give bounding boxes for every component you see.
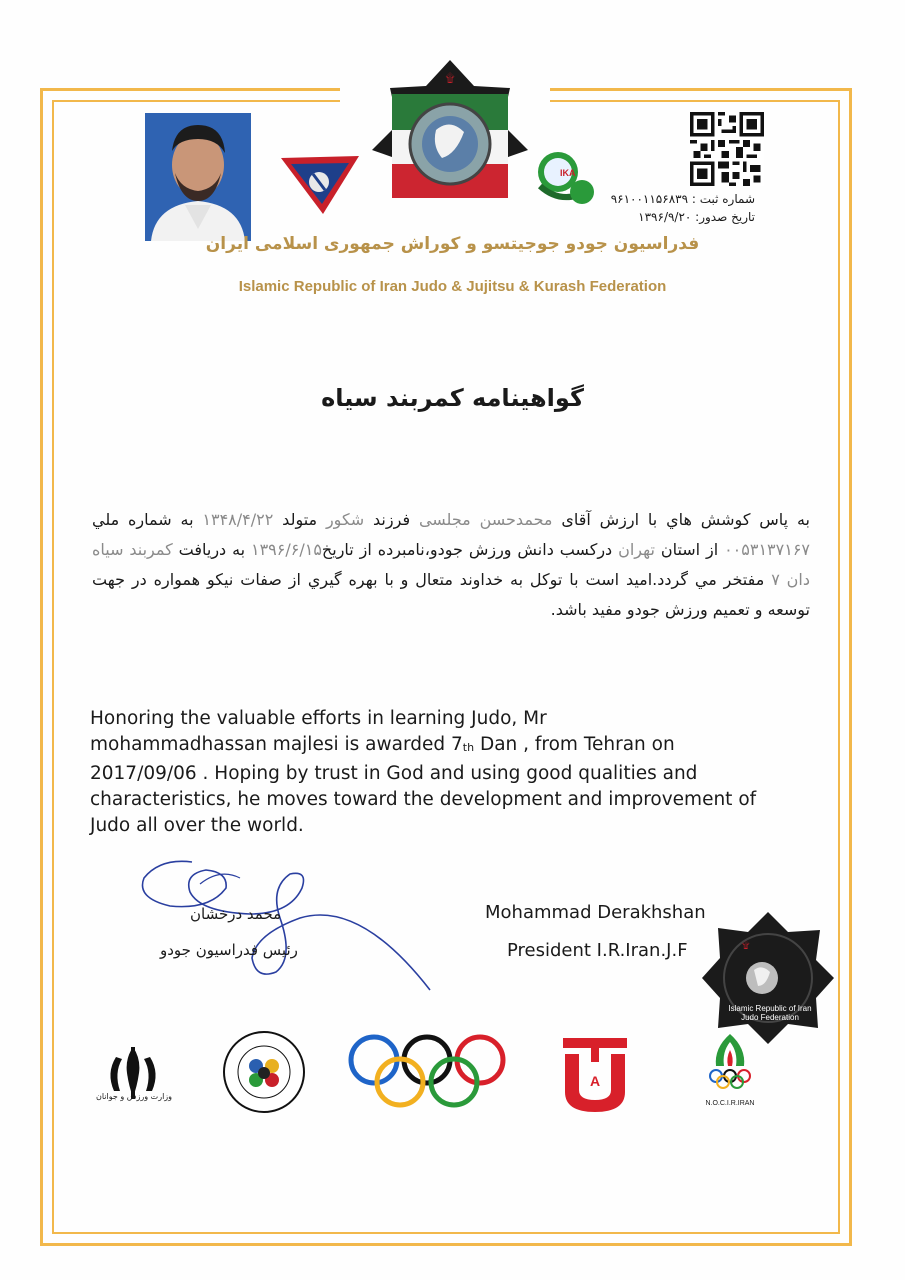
federation-name-en: Islamic Republic of Iran Judo & Jujitsu & Kurash Federation — [238, 278, 667, 295]
registration-number: شماره ثبت : ۹۶۱۰۰۱۱۵۶۸۳۹ — [610, 192, 755, 206]
ijf-logo — [222, 1030, 306, 1114]
noc-label: N.O.C.I.R.IRAN — [705, 1100, 755, 1107]
kurash-association-logo — [532, 146, 598, 208]
stamp-caption: Islamic Republic of Iran Judo Federation — [728, 1004, 812, 1022]
president-name-en: Mohammad Derakhshan — [485, 902, 706, 923]
holder-photo — [145, 113, 251, 241]
president-title-fa: رئیس فدراسیون جودو — [160, 941, 298, 959]
certificate-title: گواهینامه کمربند سیاه — [321, 384, 584, 412]
holder-name-fa: محمدحسن مجلسی — [418, 510, 553, 529]
qr-code — [690, 112, 764, 186]
ministry-label: وزارت ورزش و جوانان — [95, 1092, 173, 1101]
federation-name-fa: فدراسیون جودو جوجیتسو و کوراش جمهوری اسلامی ایران — [205, 234, 700, 254]
olympic-rings — [346, 1032, 508, 1110]
award-date-en: 2017/09/06 — [90, 763, 197, 784]
rank-fa: کمربند سیاه دان ۷ — [92, 540, 811, 589]
body-persian: به پاس کوشش هاي با ارزش آقای محمدحسن مجلسی فرزند شکور متولد ۱۳۴۸/۴/۲۲ به شماره ملي ۰۰۵۳۱۳۷۱۶۷ از استان تهران درکسب دانش ورزش جودو،نامبرده از تاریخ۱۳۹۶/۶/۱۵ به دریافت کمربند سیاه دان ۷ مفتخر مي گردد.امید است با توکل به خداوند متعال و با بهره گیري از صفات نیکو همواره در جهت توسعه و تعمیم ورزش جودو مفید باشد. — [92, 510, 811, 619]
national-id-fa: ۰۰۵۳۱۳۷۱۶۷ — [724, 540, 810, 559]
university-logo — [561, 1034, 629, 1114]
dan-number: 7 — [450, 734, 463, 755]
province-fa: تهران — [618, 540, 655, 559]
svg-text:۩: ۩ — [445, 71, 455, 85]
registration-info — [611, 190, 755, 226]
federation-stamp — [702, 912, 834, 1044]
noc-logo — [702, 1032, 758, 1096]
birth-date-fa: ۱۳۴۸/۴/۲۲ — [202, 510, 274, 529]
federation-emblem — [370, 58, 530, 218]
holder-name-en: mohammadhassan majlesi — [90, 734, 339, 755]
city-en: Tehran — [583, 734, 646, 755]
signature-scribble — [130, 848, 440, 998]
father-name-fa: شکور — [325, 510, 365, 529]
svg-text:۩: ۩ — [742, 940, 750, 951]
svg-text:A: A — [589, 1073, 601, 1089]
award-date-fa: ۱۳۹۶/۶/۱۵ — [250, 540, 322, 559]
president-title-en: President I.R.Iran.J.F — [507, 940, 688, 961]
president-name-fa: محمد درخشان — [190, 905, 282, 923]
international-federation-logo — [277, 148, 363, 218]
issue-date: تاریخ صدور: ۱۳۹۶/۹/۲۰ — [638, 210, 755, 224]
body-english: Honoring the valuable efforts in learning Judo, Mr mohammadhassan majlesi is awarded $7_{th}$ Dan , from Tehran on 2017/09/06 . Hoping by trust in God and using good qualities and characteristics, he moves toward the development and improvement of Judo all over the world. — [90, 708, 757, 836]
svg-text:IKA: IKA — [560, 168, 576, 178]
